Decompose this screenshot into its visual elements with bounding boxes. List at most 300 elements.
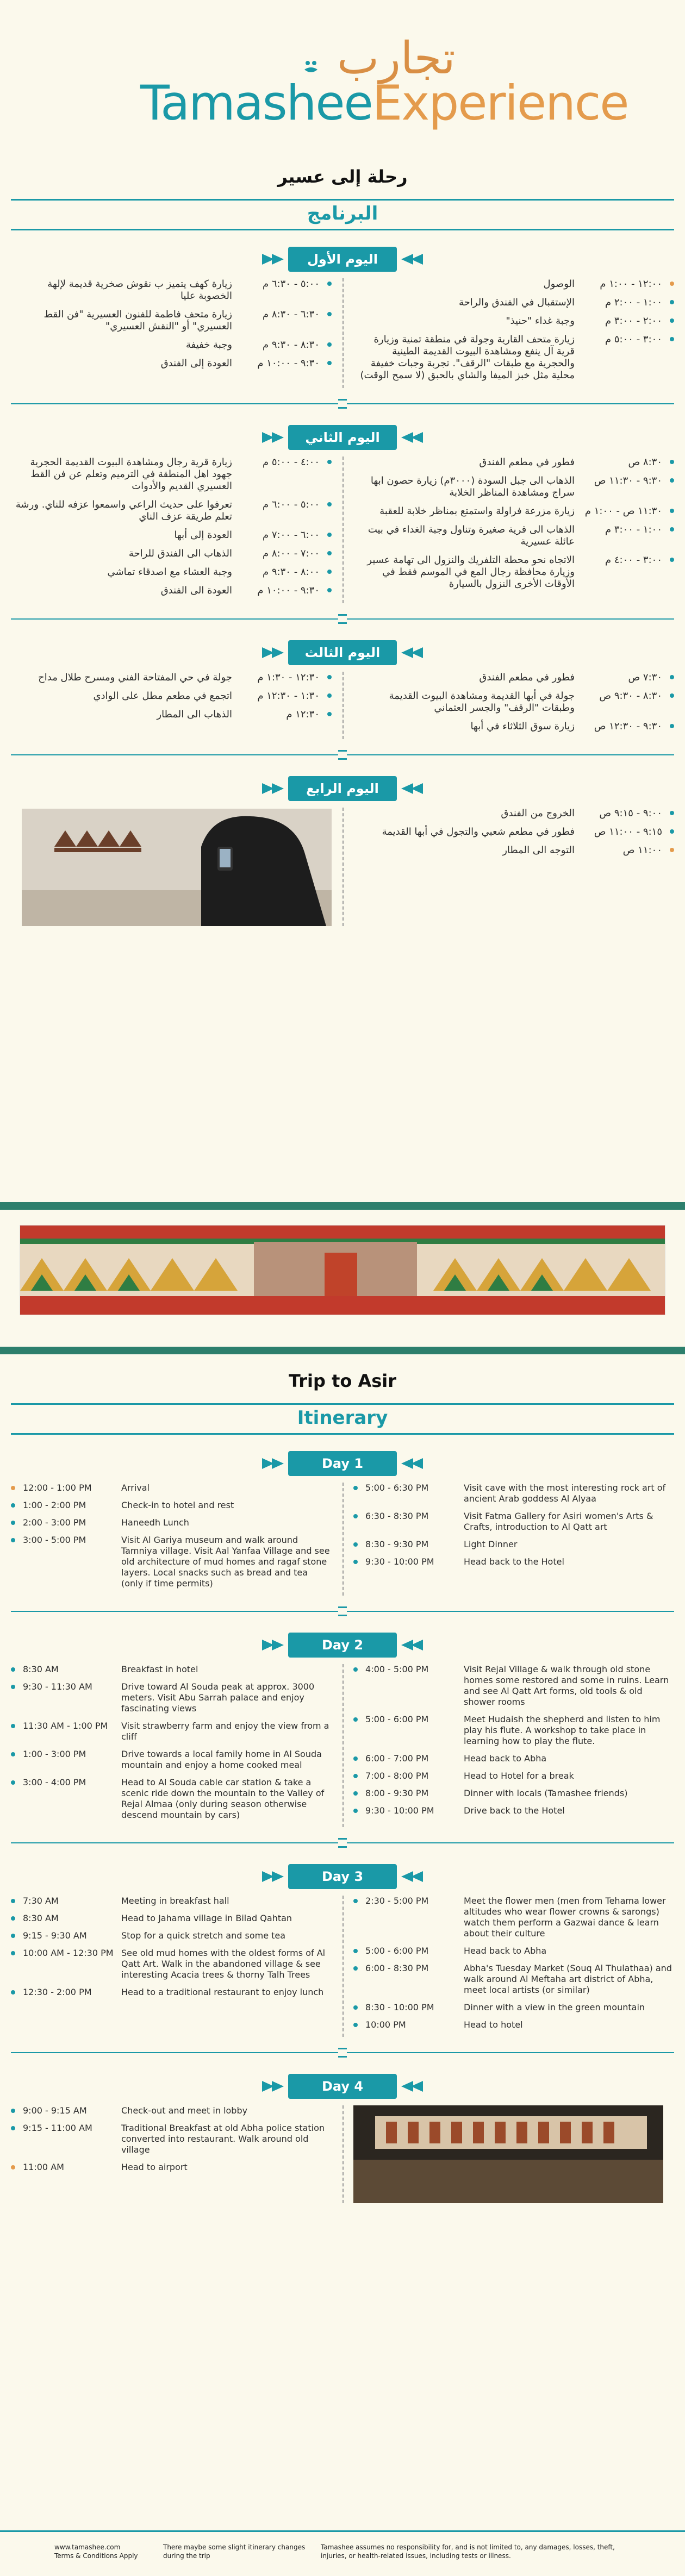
bullet-icon	[11, 1934, 15, 1938]
row-time: ٢:٠٠ - ٣:٠٠ م	[605, 315, 662, 327]
row-activity: Drive toward Al Souda peak at approx. 3000 meters. Visit Abu Sarrah palace and enjoy fascinating views	[121, 1681, 315, 1714]
day-column-end	[342, 1896, 685, 2037]
row-activity: Traditional Breakfast at old Abha police station converted into restaurant. Walk around old village	[121, 2123, 325, 2155]
itinerary-row	[11, 566, 332, 578]
row-activity: وجبة غداء "حنيذ"	[506, 315, 575, 327]
day-label: اليوم الثاني	[288, 425, 397, 450]
day-arrow-left-icon	[262, 1871, 284, 1882]
day-column-end	[0, 808, 342, 926]
day-column-start	[0, 1483, 342, 1596]
itinerary-row	[11, 529, 332, 541]
itinerary-row	[11, 1987, 332, 1998]
day-arrow-right-icon	[401, 432, 423, 443]
row-activity: Check-out and meet in lobby	[121, 2105, 248, 2116]
itinerary-row	[353, 2019, 674, 2030]
bullet-icon	[353, 1791, 358, 1796]
day-column-start	[342, 457, 685, 603]
bullet-icon	[353, 2023, 358, 2027]
bullet-icon	[670, 300, 674, 304]
row-time: 5:00 - 6:30 PM	[365, 1483, 429, 1493]
day-column-start	[342, 278, 685, 388]
bullet-icon	[670, 724, 674, 728]
day-columns	[0, 672, 685, 739]
bullet-icon	[11, 1503, 15, 1508]
row-activity: جولة في أبها القديمة ومشاهدة البيوت القديمة وطبقات "الرقف" والجسر العثماني	[389, 690, 575, 714]
banner-bar-bottom	[0, 1347, 685, 1354]
row-activity: زيارة كهف يتميز ب نقوش صخرية قديمة لإلهة الخصوبة عليا	[47, 278, 232, 302]
day-arrow-right-icon	[401, 647, 423, 658]
row-time: 3:00 - 5:00 PM	[23, 1535, 86, 1545]
itinerary-row	[353, 524, 674, 548]
row-time: ٨:٣٠ - ٩:٣٠ م	[263, 339, 320, 351]
column-divider	[342, 672, 344, 739]
row-activity: Head to airport	[121, 2162, 188, 2172]
day-separator	[0, 2044, 685, 2061]
arabic-trip-title: رحلة إلى عسير	[277, 166, 408, 187]
row-time: ٩:٣٠ - ١٢:٣٠ ص	[594, 721, 662, 732]
row-time: 11:00 AM	[23, 2162, 64, 2172]
row-activity: Haneedh Lunch	[121, 1517, 189, 1528]
day-block	[0, 418, 685, 627]
itinerary-row	[11, 1681, 332, 1714]
row-activity: العودة الى الفندق	[160, 585, 232, 596]
row-activity: الذهاب الى المطار	[157, 709, 232, 720]
bullet-icon	[11, 1667, 15, 1672]
itinerary-row	[11, 1664, 332, 1675]
row-activity: Visit Fatma Gallery for Asiri women's Arts & Crafts, introduction to Al Qatt art	[464, 1511, 653, 1532]
logo-arabic: تجارب	[337, 33, 456, 84]
pattern-banner	[0, 1202, 685, 1354]
itinerary-row	[353, 672, 674, 684]
itinerary-row	[353, 1483, 674, 1504]
bullet-icon	[11, 1990, 15, 1994]
itinerary-row	[11, 1500, 332, 1511]
day-header	[0, 1445, 685, 1483]
row-activity: Meet Hudaish the shepherd and listen to him play his flute. A workshop to take place in learning how to play the flute.	[464, 1714, 661, 1746]
english-trip-title: Trip to Asir	[288, 1371, 397, 1391]
bullet-icon	[670, 693, 674, 698]
row-time: 6:30 - 8:30 PM	[365, 1511, 429, 1521]
bullet-icon	[327, 570, 332, 574]
bullet-icon	[670, 460, 674, 464]
bullet-icon	[353, 1756, 358, 1761]
day-separator	[0, 1603, 685, 1620]
itinerary-row	[353, 808, 674, 820]
bullet-icon	[670, 318, 674, 323]
bullet-icon	[353, 1486, 358, 1490]
row-activity: الإستقبال في الفندق والراحة	[459, 297, 575, 308]
row-time: 9:30 - 10:00 PM	[365, 1805, 434, 1816]
day-header	[0, 1626, 685, 1664]
row-activity: الوصول	[543, 278, 575, 290]
row-time: ١٢:٠٠ - ١:٠٠ م	[600, 278, 662, 290]
bullet-icon	[11, 1916, 15, 1921]
logo-english	[140, 75, 628, 131]
day-block	[0, 1445, 685, 1620]
english-itinerary-label: Itinerary	[297, 1407, 388, 1429]
itinerary-row	[11, 1749, 332, 1771]
bullet-icon	[11, 1685, 15, 1689]
row-activity: فطور في مطعم الفندق	[479, 672, 575, 683]
itinerary-row	[353, 1771, 674, 1781]
itinerary-row	[353, 1556, 674, 1567]
column-divider	[342, 808, 344, 926]
bullet-icon	[11, 1780, 15, 1785]
row-activity: Head to Jahama village in Bilad Qahtan	[121, 1913, 292, 1923]
bullet-icon	[670, 478, 674, 483]
day-label: Day 3	[288, 1864, 397, 1889]
itinerary-row	[353, 554, 674, 590]
english-itinerary-head	[0, 1403, 685, 1435]
day-arrow-left-icon	[262, 254, 284, 265]
column-divider	[342, 1664, 344, 1827]
row-time: ١:٠٠ - ٢:٠٠ م	[605, 297, 662, 308]
itinerary-row	[353, 334, 674, 382]
bullet-icon	[670, 282, 674, 286]
day-arrow-left-icon	[262, 432, 284, 443]
row-time: 9:30 - 11:30 AM	[23, 1681, 92, 1692]
itinerary-row	[353, 315, 674, 327]
bullet-icon	[353, 1717, 358, 1722]
footer-website-link[interactable]: www.tamashee.com	[54, 2543, 121, 2551]
row-time: ٧:٠٠ - ٨:٠٠ م	[263, 548, 320, 559]
logo-english-tamashee: Tamashee	[140, 75, 372, 131]
row-activity: فطور في مطعم الفندق	[479, 457, 575, 468]
bullet-icon	[670, 675, 674, 679]
day-label: اليوم الرابع	[288, 776, 397, 801]
row-activity: فطور في مطعم شعبي والتجول في أبها القديمة	[382, 826, 575, 837]
day-block	[0, 1858, 685, 2061]
bullet-icon	[353, 1949, 358, 1953]
row-activity: Visit strawberry farm and enjoy the view from a cliff	[121, 1721, 329, 1742]
row-activity: Head to hotel	[464, 2019, 523, 2030]
row-time: ١:٣٠ - ١٢:٣٠ م	[257, 690, 320, 702]
footer-terms: Terms & Conditions Apply	[54, 2552, 138, 2560]
row-activity: وجبة العشاء مع اصدقاء تماشي	[107, 566, 232, 578]
row-activity: Drive back to the Hotel	[464, 1805, 565, 1816]
day-separator	[0, 747, 685, 763]
row-time: 9:15 - 11:00 AM	[23, 2123, 92, 2133]
page-footer	[0, 2530, 685, 2576]
day-column-start	[0, 1664, 342, 1827]
row-time: 12:00 - 1:00 PM	[23, 1483, 92, 1493]
row-time: 1:00 - 2:00 PM	[23, 1500, 86, 1510]
itinerary-row	[11, 1483, 332, 1493]
row-activity: تعرفوا على حديث الراعي واسمعوا عزفه للناي. ورشة تعلم طريقة عزف الناي	[15, 499, 232, 522]
itinerary-row	[353, 2002, 674, 2013]
itinerary-row	[11, 309, 332, 333]
row-activity: العودة إلى أبها	[174, 529, 232, 541]
arabic-itinerary-head	[0, 199, 685, 230]
bullet-icon	[327, 675, 332, 679]
bullet-icon	[353, 1514, 358, 1518]
row-activity: Head to a traditional restaurant to enjoy lunch	[121, 1987, 324, 1997]
day-column-end	[342, 1664, 685, 1827]
bullet-icon	[327, 361, 332, 365]
itinerary-row	[353, 721, 674, 733]
day-column-start	[342, 672, 685, 739]
day-columns	[0, 278, 685, 388]
itinerary-row	[353, 845, 674, 856]
day-arrow-right-icon	[401, 783, 423, 794]
day-columns	[0, 1483, 685, 1596]
itinerary-row	[11, 1535, 332, 1589]
itinerary-row	[11, 339, 332, 351]
day-columns	[0, 457, 685, 603]
day-arrow-left-icon	[262, 1640, 284, 1650]
itinerary-row	[353, 1511, 674, 1533]
bullet-icon	[670, 848, 674, 852]
itinerary-row	[353, 1788, 674, 1799]
itinerary-row	[353, 1753, 674, 1764]
bullet-icon	[11, 1752, 15, 1756]
itinerary-row	[11, 1930, 332, 1941]
arabic-itinerary-label: البرنامج	[307, 203, 378, 224]
row-time: ١٢:٣٠ م	[286, 709, 320, 720]
itinerary-row	[11, 2105, 332, 2116]
day-separator	[0, 1835, 685, 1851]
row-time: ١٢:٣٠ - ١:٣٠ م	[257, 672, 320, 683]
day-arrow-right-icon	[401, 1640, 423, 1650]
row-activity: زيارة سوق الثلاثاء في أبها	[470, 721, 575, 732]
asiri-pattern-image	[20, 1225, 665, 1315]
itinerary-row	[353, 826, 674, 838]
row-time: ٨:٣٠ - ٩:٣٠ ص	[599, 690, 662, 702]
row-activity: الخروج من الفندق	[501, 808, 575, 819]
day-label: Day 4	[288, 2074, 397, 2099]
row-activity: جولة في حي المفتاحة الفني ومسرح طلال مداح	[38, 672, 232, 683]
bullet-icon	[327, 312, 332, 316]
day-arrow-right-icon	[401, 1871, 423, 1882]
row-activity: Visit Rejal Village & walk through old stone homes some restored and some in ruins. Learn and see Al Qatt Art forms, old tools & old shower rooms	[464, 1664, 669, 1707]
row-time: 2:00 - 3:00 PM	[23, 1517, 86, 1528]
day-header	[0, 418, 685, 457]
row-time: ٩:٣٠ - ١١:٣٠ ص	[594, 475, 662, 486]
day-arrow-right-icon	[401, 1458, 423, 1469]
day-column-end	[0, 278, 342, 388]
itinerary-row	[11, 672, 332, 684]
day-block	[0, 634, 685, 763]
day-header	[0, 2067, 685, 2105]
day-label: اليوم الأول	[288, 247, 397, 272]
row-time: 7:30 AM	[23, 1896, 59, 1906]
itinerary-row	[353, 457, 674, 468]
bullet-icon	[11, 1951, 15, 1955]
row-activity: التوجه الى المطار	[502, 845, 575, 856]
day-header	[0, 634, 685, 672]
day-column-start	[342, 808, 685, 926]
row-time: ١١:٠٠ ص	[622, 845, 662, 856]
bullet-icon	[11, 2109, 15, 2113]
itinerary-row	[11, 278, 332, 302]
row-time: 12:30 - 2:00 PM	[23, 1987, 92, 1997]
row-activity: Check-in to hotel and rest	[121, 1500, 234, 1510]
day-header	[0, 240, 685, 278]
bullet-icon	[11, 2126, 15, 2130]
bullet-icon	[670, 337, 674, 341]
itinerary-row	[11, 1896, 332, 1906]
bullet-icon	[11, 1521, 15, 1525]
row-activity: العودة إلى الفندق	[160, 358, 232, 369]
row-activity: Head back to Abha	[464, 1753, 547, 1764]
day-block	[0, 2067, 685, 2203]
day-column-start	[0, 2105, 342, 2203]
row-time: ٦:٠٠ - ٧:٠٠ م	[263, 529, 320, 541]
row-time: 8:30 - 9:30 PM	[365, 1539, 429, 1549]
row-time: 7:00 - 8:00 PM	[365, 1771, 429, 1781]
footer-disclaimer: Tamashee assumes no responsibility for, and is not limited to, any damages, losses, theft, injuries, or health-related issues, including tests or illness.	[321, 2543, 615, 2560]
bullet-icon	[327, 551, 332, 555]
row-time: 5:00 - 6:00 PM	[365, 1714, 429, 1724]
row-time: ٩:٠٠ - ٩:١٥ ص	[599, 808, 662, 819]
itinerary-row	[353, 278, 674, 290]
day-arrow-right-icon	[401, 254, 423, 265]
row-activity: زيارة متحف فاطمة للفنون العسيرية "فن القط العسيري" أو "النقش العسيري"	[43, 309, 232, 332]
row-activity: وجبة خفيفة	[185, 339, 232, 351]
row-activity: See old mud homes with the oldest forms of Al Qatt Art. Walk in the abandoned village & see interesting Acacia trees & thorny Talh Trees	[121, 1948, 326, 1980]
itinerary-row	[11, 2162, 332, 2173]
row-time: 8:30 - 10:00 PM	[365, 2002, 434, 2012]
row-activity: Visit cave with the most interesting rock art of ancient Arab goddess Al Alyaa	[464, 1483, 666, 1504]
itinerary-row	[353, 1805, 674, 1816]
row-activity: الاتجاه نحو محطة التلفريك والنزول الى تهامة عسير وزيارة محافظة رجال المع في الموسم فقط في الأوقات الأخرى النزول بالسيارة	[367, 554, 575, 590]
day-arrow-left-icon	[262, 2081, 284, 2092]
row-activity: Drive towards a local family home in Al Souda mountain and enjoy a home cooked meal	[121, 1749, 322, 1770]
row-activity: الذهاب الى قرية صغيرة وتناول وجبة الغداء في بيت عائلة عسيرية	[368, 524, 575, 547]
itinerary-row	[353, 505, 674, 517]
tamashee-logo	[0, 33, 685, 136]
itinerary-row	[11, 358, 332, 370]
itinerary-row	[353, 1714, 674, 1747]
itinerary-row	[11, 1517, 332, 1528]
day-label: اليوم الثالث	[288, 640, 397, 665]
itinerary-row	[11, 1777, 332, 1821]
bullet-icon	[327, 342, 332, 347]
bullet-icon	[670, 558, 674, 562]
day-separator	[0, 396, 685, 412]
bullet-icon	[670, 829, 674, 834]
day-block	[0, 1626, 685, 1851]
row-time: ٥:٠٠ - ٦:٠٠ م	[263, 499, 320, 510]
row-time: 11:30 AM - 1:00 PM	[23, 1721, 108, 1731]
bullet-icon	[11, 1899, 15, 1903]
row-activity: Stop for a quick stretch and some tea	[121, 1930, 286, 1941]
bullet-icon	[327, 588, 332, 592]
bullet-icon	[327, 533, 332, 537]
row-time: 9:30 - 10:00 PM	[365, 1556, 434, 1567]
itinerary-row	[353, 297, 674, 309]
itinerary-row	[11, 690, 332, 702]
row-activity: Head to Hotel for a break	[464, 1771, 574, 1781]
row-activity: Dinner with a view in the green mountain	[464, 2002, 645, 2012]
row-activity: Light Dinner	[464, 1539, 518, 1549]
day-columns	[0, 2105, 685, 2203]
english-days	[0, 1445, 685, 2203]
bullet-icon	[353, 1899, 358, 1903]
row-time: 4:00 - 5:00 PM	[365, 1664, 429, 1674]
bullet-icon	[327, 460, 332, 464]
itinerary-row	[353, 1539, 674, 1550]
row-time: 2:30 - 5:00 PM	[365, 1896, 429, 1906]
row-activity: Head to Al Souda cable car station & take a scenic ride down the mountain to the Valley of Rejal Almaa (only during season otherwise descend mountain by cars)	[121, 1777, 325, 1820]
day-column-end	[342, 2105, 685, 2203]
row-activity: زيارة مزرعة فراولة واستمتع بمناظر خلابة للعقبة	[379, 505, 575, 517]
row-time: 5:00 - 6:00 PM	[365, 1946, 429, 1956]
day-block	[0, 770, 685, 926]
bullet-icon	[327, 502, 332, 507]
row-time: 8:00 - 9:30 PM	[365, 1788, 429, 1798]
row-activity: Arrival	[121, 1483, 150, 1493]
day-column-end	[0, 457, 342, 603]
row-time: ٩:١٥ - ١١:٠٠ ص	[594, 826, 662, 837]
row-activity: زيارة متحف القارية وجولة في منطقة تمنية وزيارة قرية آل ينفع ومشاهدة البيوت القديمة الطينية والحجرية مع طبقات "الرقف". تجربة وجبات خفيفة محلية مثل خبز الميفا والشاي بالحبق (لا سمح الوقت)	[360, 334, 575, 381]
day-block	[0, 240, 685, 412]
row-activity: Meet the flower men (men from Tehama lower altitudes who wear flower crowns & sarongs) watch them perform a Gazwai dance & learn about their culture	[464, 1896, 666, 1939]
row-activity: الذهاب الى جبل السودة (٣٠٠٠م) زيارة حصون ابها سراج ومشاهدة المناظر الخلابة	[370, 475, 575, 498]
day-arrow-left-icon	[262, 783, 284, 794]
itinerary-row	[353, 690, 674, 714]
bullet-icon	[353, 1966, 358, 1971]
row-activity: Head back to the Hotel	[464, 1556, 564, 1567]
logo-english-experience: Experience	[372, 75, 628, 131]
itinerary-row	[353, 1896, 674, 1939]
itinerary-row	[353, 1664, 674, 1708]
itinerary-row	[11, 2123, 332, 2155]
row-time: 10:00 PM	[365, 2019, 406, 2030]
itinerary-row	[11, 548, 332, 560]
itinerary-row	[11, 1948, 332, 1980]
bullet-icon	[11, 1486, 15, 1490]
row-time: 6:00 - 8:30 PM	[365, 1963, 429, 1973]
bullet-icon	[327, 282, 332, 286]
itinerary-row	[353, 475, 674, 499]
day-columns	[0, 808, 685, 926]
row-time: ٣:٠٠ - ٥:٠٠ م	[605, 334, 662, 345]
row-activity: الذهاب الى الفندق للراحة	[128, 548, 232, 559]
row-time: ٥:٠٠ - ٦:٣٠ م	[263, 278, 320, 290]
row-time: ١:٠٠ - ٣:٠٠ م	[605, 524, 662, 535]
row-activity: Dinner with locals (Tamashee friends)	[464, 1788, 628, 1798]
itinerary-row	[11, 585, 332, 597]
itinerary-row	[353, 1946, 674, 1956]
itinerary-row	[353, 1963, 674, 1996]
row-time: ٧:٣٠ ص	[628, 672, 662, 683]
day-column-end	[342, 1483, 685, 1596]
english-section	[0, 1354, 685, 2203]
banner-bar-top	[0, 1202, 685, 1210]
row-activity: Abha's Tuesday Market (Souq Al Thulathaa) and walk around Al Meftaha art district of Abha, meet local artists (or similar)	[464, 1963, 672, 1995]
row-activity: اتجمع في مطعم مطل على الوادي	[93, 690, 232, 702]
row-time: 6:00 - 7:00 PM	[365, 1753, 429, 1764]
itinerary-row	[11, 1913, 332, 1924]
day-separator	[0, 611, 685, 627]
row-activity: Head back to Abha	[464, 1946, 547, 1956]
bullet-icon	[11, 1724, 15, 1728]
day-label: Day 1	[288, 1451, 397, 1476]
column-divider	[342, 1896, 344, 2037]
bullet-icon	[353, 1667, 358, 1672]
itinerary-row	[11, 499, 332, 523]
row-activity: Meeting in breakfast hall	[121, 1896, 229, 1906]
bullet-icon	[327, 712, 332, 716]
bullet-icon	[353, 2005, 358, 2010]
column-divider	[342, 278, 344, 388]
row-time: ٨:٠٠ - ٩:٣٠ م	[263, 566, 320, 578]
bullet-icon	[11, 1538, 15, 1542]
bullet-icon	[670, 811, 674, 815]
day-label: Day 2	[288, 1633, 397, 1658]
village-interior-image	[353, 2105, 674, 2203]
